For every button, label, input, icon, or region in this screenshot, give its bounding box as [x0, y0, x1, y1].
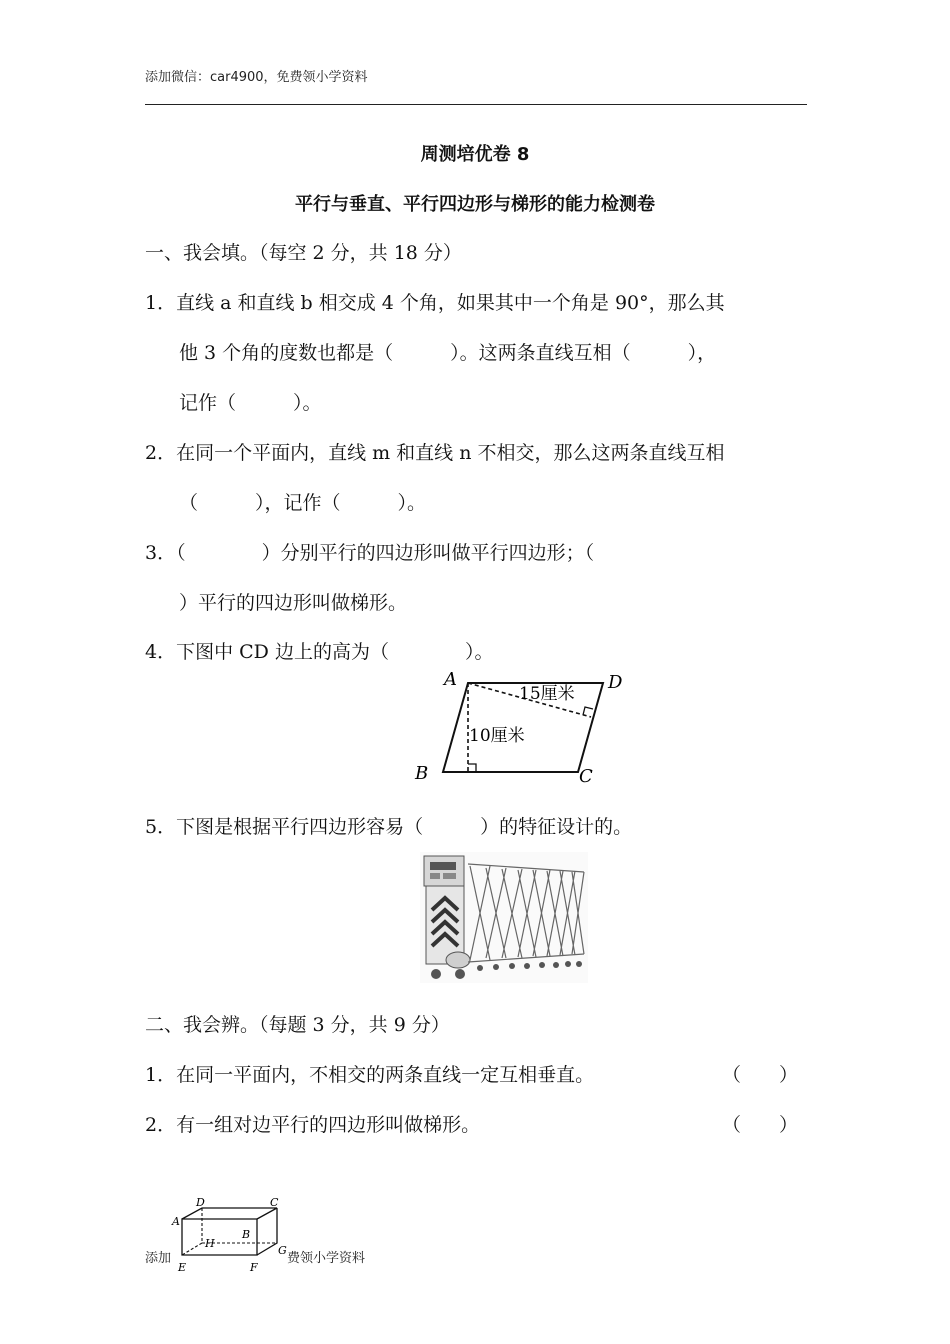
cuboid-label-b: B [242, 1228, 251, 1241]
section1-heading: 一、我会填。（每空 2 分，共 18 分） [145, 242, 462, 264]
cuboid-label-g: G [278, 1244, 287, 1257]
s2-q2-answer-paren[interactable]: （ ） [722, 1114, 799, 1136]
s1-q2-line1: 2．在同一个平面内，直线 m 和直线 n 不相交，那么这两条直线互相 [145, 442, 725, 464]
vertex-b-label: B [415, 763, 429, 784]
vertex-a-label: A [444, 669, 457, 690]
cuboid-label-a: A [172, 1215, 180, 1228]
right-angle-mark-bc [468, 764, 476, 772]
s1-q1-line1: 1．直线 a 和直线 b 相交成 4 个角，如果其中一个角是 90°，那么其 [145, 292, 725, 314]
cuboid-label-d: D [196, 1196, 205, 1209]
header-rule [145, 104, 807, 105]
cuboid-label-e: E [178, 1261, 187, 1274]
cuboid-label-h: H [205, 1237, 215, 1250]
vertex-c-label: C [579, 766, 593, 787]
cuboid-label-f: F [250, 1261, 258, 1274]
page-title: 周测培优卷 8 [420, 144, 530, 165]
s1-q4-line1: 4．下图中 CD 边上的高为（ ）。 [145, 641, 494, 663]
s2-q2-text: 2．有一组对边平行的四边形叫做梯形。 [145, 1114, 481, 1136]
right-angle-mark-cd [583, 707, 593, 715]
length-15cm-label: 15厘米 [519, 684, 575, 704]
s2-q1-answer-paren[interactable]: （ ） [722, 1064, 799, 1086]
footer-text-left: 添加 [145, 1251, 172, 1266]
s1-q1-line3: 记作（ ）。 [179, 392, 322, 414]
cuboid-label-c: C [270, 1196, 279, 1209]
retractable-gate-image [418, 850, 590, 985]
footer-text-right: 费领小学资料 [287, 1251, 366, 1266]
page-subtitle: 平行与垂直、平行四边形与梯形的能力检测卷 [295, 194, 655, 215]
s2-q1-text: 1．在同一平面内，不相交的两条直线一定互相垂直。 [145, 1064, 595, 1086]
s1-q3-line2: ）平行的四边形叫做梯形。 [179, 592, 408, 614]
s1-q1-line2: 他 3 个角的度数也都是（ ）。这两条直线互相（ ）， [179, 342, 717, 364]
cuboid-figure [170, 1195, 290, 1280]
length-10cm-label: 10厘米 [469, 726, 525, 746]
page-header: 添加微信：car4900，免费领小学资料 [145, 70, 368, 85]
s1-q3-line1: 3．（ ）分别平行的四边形叫做平行四边形；（ [145, 542, 595, 564]
vertex-d-label: D [608, 672, 623, 693]
section2-heading: 二、我会辨。（每题 3 分，共 9 分） [145, 1014, 450, 1036]
s1-q5-line1: 5．下图是根据平行四边形容易（ ）的特征设计的。 [145, 816, 633, 838]
s1-q2-line2: （ ），记作（ ）。 [179, 492, 427, 514]
parallelogram-figure [410, 665, 640, 790]
